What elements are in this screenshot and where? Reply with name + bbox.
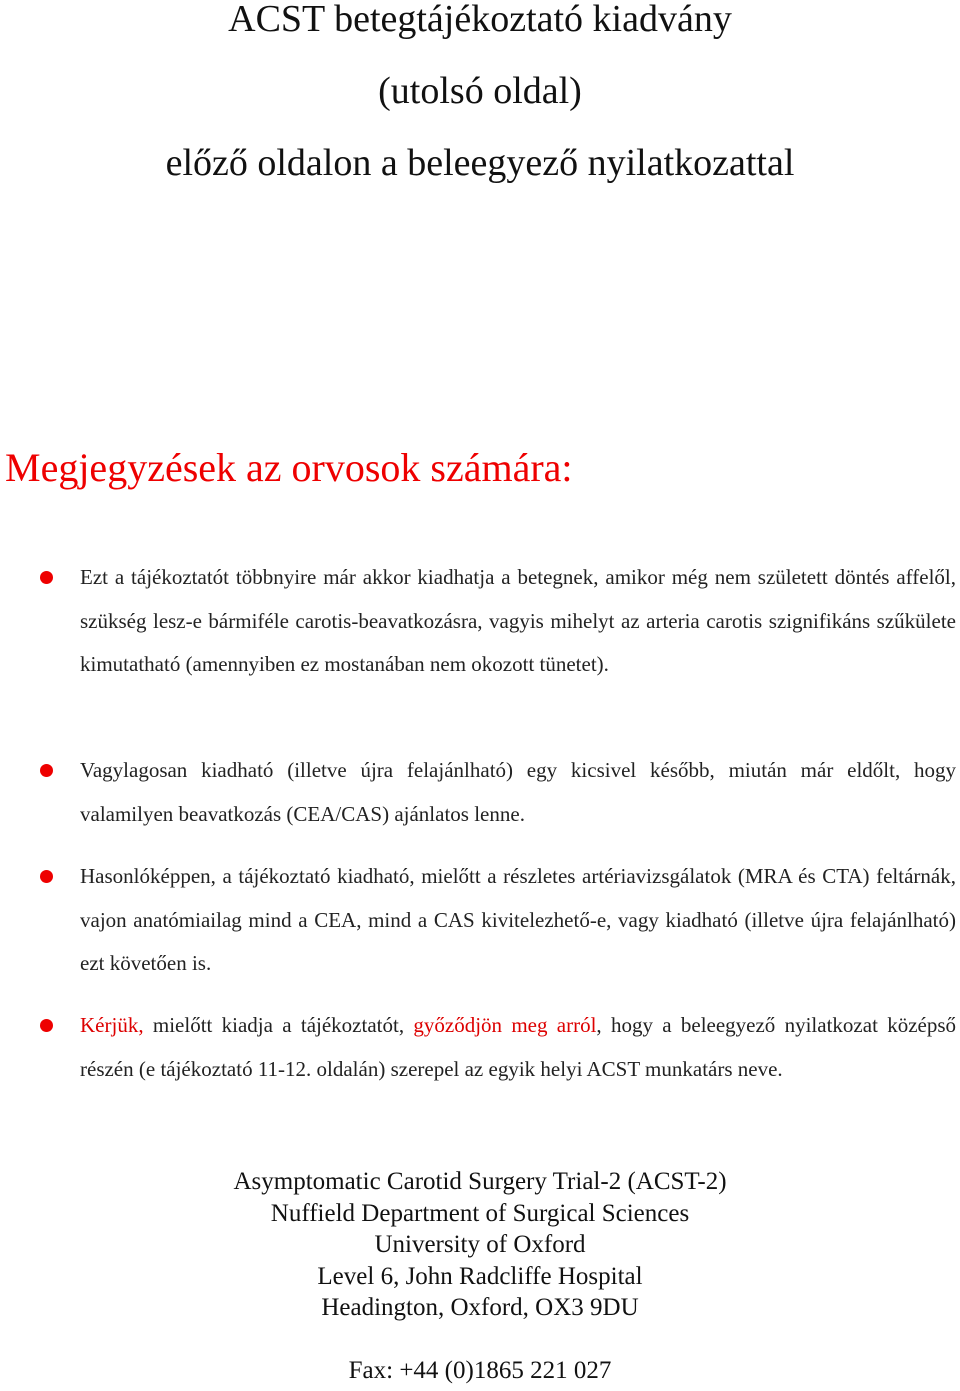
contact-address <box>0 1166 960 1324</box>
document-title: ACST betegtájékoztató kiadvány <box>228 0 732 40</box>
notes-heading: Megjegyzések az orvosok számára: <box>5 445 573 490</box>
note-item <box>80 749 956 836</box>
address-line-hospital: Level 6, John Radcliffe Hospital <box>317 1262 643 1290</box>
note-item <box>80 855 956 986</box>
bullet-dot-icon <box>40 1019 53 1032</box>
address-line-city: Headington, Oxford, OX3 9DU <box>321 1294 639 1321</box>
note-text: mielőtt kiadja a tájékoztatót, <box>143 1013 414 1037</box>
note-text: Vagylagosan kiadható (illetve újra felajánlható) egy kicsivel később, miután már eldőlt, hogy valamilyen beavatkozás (CEA/CAS) ajánlatos lenne. <box>80 758 956 826</box>
address-line-department: Nuffield Department of Surgical Sciences <box>270 1199 690 1227</box>
bullet-dot-icon <box>40 571 53 584</box>
note-text: , hogy a beleegyező nyilatkozat középső részén (e tájékoztató 11-12. oldalán) szerepel az egyik helyi ACST munkatárs neve. <box>80 1013 957 1081</box>
note-item <box>80 556 956 687</box>
document-subtitle: (utolsó oldal) <box>378 70 582 112</box>
document-subtitle-consent: előző oldalon a beleegyező nyilatkozattal <box>165 142 795 184</box>
note-highlight-verify: győződjön meg arról <box>413 1013 597 1037</box>
note-text: Ezt a tájékoztatót többnyire már akkor kiadhatja a betegnek, amikor még nem született döntés affelől, szükség lesz-e bármiféle carotis-beavatkozásra, vagyis mihelyt az arteria carotis szignifikáns szűkülete kimutatható (amennyiben ez mostanában nem okozott tünetet). <box>80 565 956 676</box>
note-item <box>80 1004 956 1091</box>
fax-number: Fax: +44 (0)1865 221 027 <box>348 1357 612 1384</box>
bullet-dot-icon <box>40 764 53 777</box>
note-text: Hasonlóképpen, a tájékoztató kiadható, mielőtt a részletes artériavizsgálatok (MRA és CTA) feltárnák, vajon anatómiailag mind a CEA, mind a CAS kivitelezhető-e, vagy kiadható (illetve újra felajánlható) ezt követően is. <box>80 864 956 975</box>
note-highlight-please: Kérjük, <box>80 1013 144 1037</box>
bullet-dot-icon <box>40 870 53 883</box>
address-line-university: University of Oxford <box>374 1231 586 1258</box>
address-line-trial: Asymptomatic Carotid Surgery Trial-2 (ACST-2) <box>233 1168 727 1195</box>
